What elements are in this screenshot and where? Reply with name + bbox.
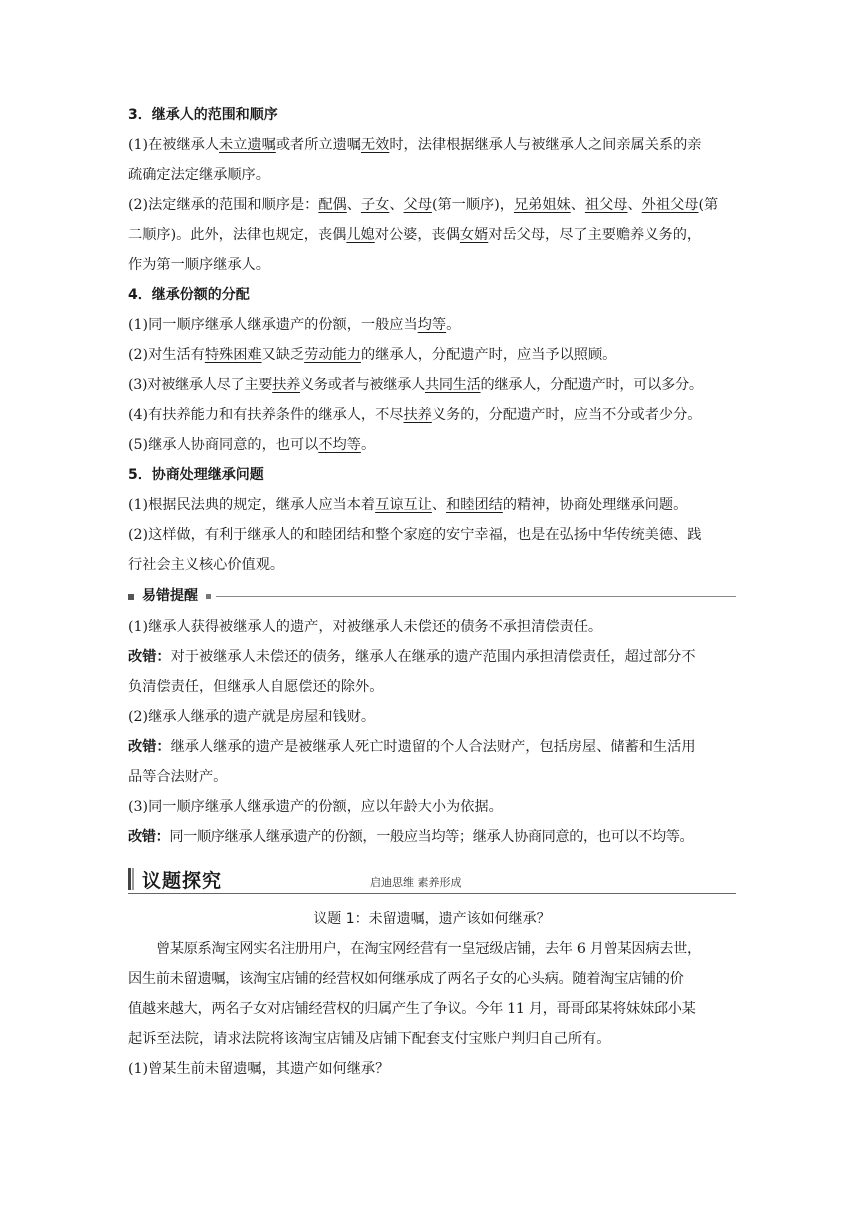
- text: 二顺序)。此外，法律也规定，丧偶: [128, 227, 347, 243]
- tips-banner: [128, 582, 736, 612]
- tip-error-3: (3)同一顺序继承人继承遗产的份额，应以年龄大小为依据。: [128, 799, 503, 815]
- case-paragraph-line: 曾某原系淘宝网实名注册用户，在淘宝网经营有一皇冠级店铺，去年 6 月曾某因病去世，: [156, 941, 701, 957]
- text: 、: [346, 197, 361, 213]
- section-4-heading: 4．继承份额的分配: [128, 287, 250, 303]
- s4-item-4: [128, 400, 736, 430]
- tip-error-2: (2)继承人继承的遗产就是房屋和钱财。: [128, 709, 376, 725]
- text: 、: [627, 197, 642, 213]
- s3-paragraph-2: [128, 190, 736, 220]
- text: (2)法定继承的范围和顺序是：: [128, 197, 319, 213]
- s4-item-2: [128, 340, 736, 370]
- fix-text: 同一顺序继承人继承遗产的份额，一般应当均等；继承人协商同意的，也可以不均等。: [169, 829, 694, 845]
- answer-blank: 和睦团结: [446, 497, 503, 513]
- fix-label: 改错：: [128, 739, 171, 755]
- answer-blank: 均等: [417, 317, 447, 333]
- text: (1)同一顺序继承人继承遗产的份额，一般应当: [128, 317, 418, 333]
- text: 或者所立遗嘱: [275, 137, 361, 153]
- text: 又缺乏: [261, 347, 305, 363]
- s4-item-1: [128, 310, 736, 340]
- square-bullet-icon: [128, 594, 134, 600]
- fix-label: 改错：: [128, 649, 171, 665]
- section-5-heading: 5．协商处理继承问题: [128, 467, 264, 483]
- text: (3)对被继承人尽了主要: [128, 377, 273, 393]
- text: 对岳父母，尽了主要赡养义务的，: [488, 227, 702, 243]
- tip-fix-3: [128, 822, 736, 852]
- s5-item-2-cont: 行社会主义核心价值观。: [128, 557, 285, 573]
- section-3-heading: 3．继承人的范围和顺序: [128, 107, 278, 123]
- divider: [128, 893, 736, 894]
- s5-item-2: (2)这样做，有利于继承人的和睦团结和整个家庭的安宁幸福，也是在弘扬中华传统美德、践: [128, 527, 702, 543]
- text: 义务或者与被继承人: [299, 377, 425, 393]
- answer-blank: 外祖父母: [641, 197, 699, 213]
- text: (4)有扶养能力和有扶养条件的继承人，不尽: [128, 407, 404, 423]
- text: (5)继承人协商同意的，也可以: [128, 437, 319, 453]
- tip-fix-2: [128, 732, 736, 762]
- fix-text: 对于被继承人未偿还的债务，继承人在继承的遗产范围内承担清偿责任，超过部分不: [170, 649, 696, 665]
- answer-blank: 扶养: [272, 377, 300, 393]
- answer-blank: 特殊困难: [204, 347, 262, 363]
- s3-paragraph-1: [128, 130, 736, 160]
- s3-paragraph-2-end: 作为第一顺序继承人。: [128, 257, 270, 273]
- text: 、: [389, 197, 404, 213]
- tips-title: 易错提醒: [142, 585, 204, 605]
- answer-blank: 互谅互让: [375, 497, 432, 513]
- text: 。: [446, 317, 461, 333]
- text: (第一顺序)，: [431, 197, 514, 213]
- text: (2)对生活有: [128, 347, 205, 363]
- text: 对公婆，丧偶: [374, 227, 460, 243]
- s4-item-5: [128, 430, 736, 460]
- answer-blank: 儿媳: [346, 227, 375, 243]
- explore-subtitle: 启迪思维 素养形成: [370, 876, 462, 889]
- text: 、: [570, 197, 585, 213]
- text: 、: [431, 497, 447, 513]
- answer-blank: 扶养: [403, 407, 432, 423]
- topic-title: 议题 1：未留遗嘱，遗产该如何继承？: [313, 911, 551, 927]
- question-1: (1)曾某生前未留遗嘱，其遗产如何继承？: [128, 1061, 390, 1077]
- case-paragraph-line: 起诉至法院，请求法院将该淘宝店铺及店铺下配套支付宝账户判归自己所有。: [128, 1031, 611, 1047]
- text: 义务的，分配遗产时，应当不分或者少分。: [431, 407, 702, 423]
- tip-error-1: (1)继承人获得被继承人的遗产，对被继承人未偿还的债务不承担清偿责任。: [128, 619, 603, 635]
- tip-fix-1-cont: 负清偿责任，但继承人自愿偿还的除外。: [128, 679, 384, 695]
- s5-item-1: [128, 490, 736, 520]
- answer-blank: 未立遗嘱: [219, 137, 276, 153]
- explore-title: 议题探究: [142, 870, 223, 892]
- square-bullet-icon: [206, 594, 211, 599]
- answer-blank: 共同生活: [424, 377, 481, 393]
- tip-fix-2-cont: 品等合法财产。: [128, 769, 228, 785]
- answer-blank: 子女: [360, 197, 390, 213]
- answer-blank: 祖父母: [584, 197, 628, 213]
- answer-blank: 无效: [360, 137, 390, 153]
- s4-item-3: [128, 370, 736, 400]
- case-paragraph-line: 因生前未留遗嘱，该淘宝店铺的经营权如何继承成了两名子女的心头病。随着淘宝店铺的价: [128, 971, 684, 987]
- answer-blank: 不均等: [318, 437, 361, 453]
- page-content: [128, 100, 736, 1084]
- tip-fix-1: [128, 642, 736, 672]
- answer-blank: 女婿: [459, 227, 489, 243]
- answer-blank: 兄弟姐妹: [513, 197, 571, 213]
- answer-blank: 配偶: [318, 197, 347, 213]
- text: 时，法律根据继承人与被继承人之间亲属关系的亲: [389, 137, 702, 153]
- text: 。: [360, 437, 376, 453]
- section-bar-icon: [128, 868, 136, 890]
- text: (1)根据民法典的规定，继承人应当本着: [128, 497, 376, 513]
- s3-paragraph-1-cont: 疏确定法定继承顺序。: [128, 167, 270, 183]
- answer-blank: 父母: [403, 197, 432, 213]
- text: 的精神，协商处理继承问题。: [502, 497, 688, 513]
- text: (第: [698, 197, 719, 213]
- fix-label: 改错：: [128, 829, 170, 845]
- fix-text: 继承人继承的遗产是被继承人死亡时遗留的个人合法财产，包括房屋、储蓄和生活用: [170, 739, 696, 755]
- explore-section-header: [128, 866, 736, 898]
- case-paragraph-line: 值越来越大，两名子女对店铺经营权的归属产生了争议。今年 11 月，哥哥邱某将妹妹邱小某: [128, 1001, 696, 1017]
- text: 的继承人，分配遗产时，可以多分。: [480, 377, 703, 393]
- text: (1)在被继承人: [128, 137, 220, 153]
- divider: [216, 596, 736, 597]
- answer-blank: 劳动能力: [304, 347, 361, 363]
- s3-paragraph-2-cont: [128, 220, 736, 250]
- text: 的继承人，分配遗产时，应当予以照顾。: [360, 347, 617, 363]
